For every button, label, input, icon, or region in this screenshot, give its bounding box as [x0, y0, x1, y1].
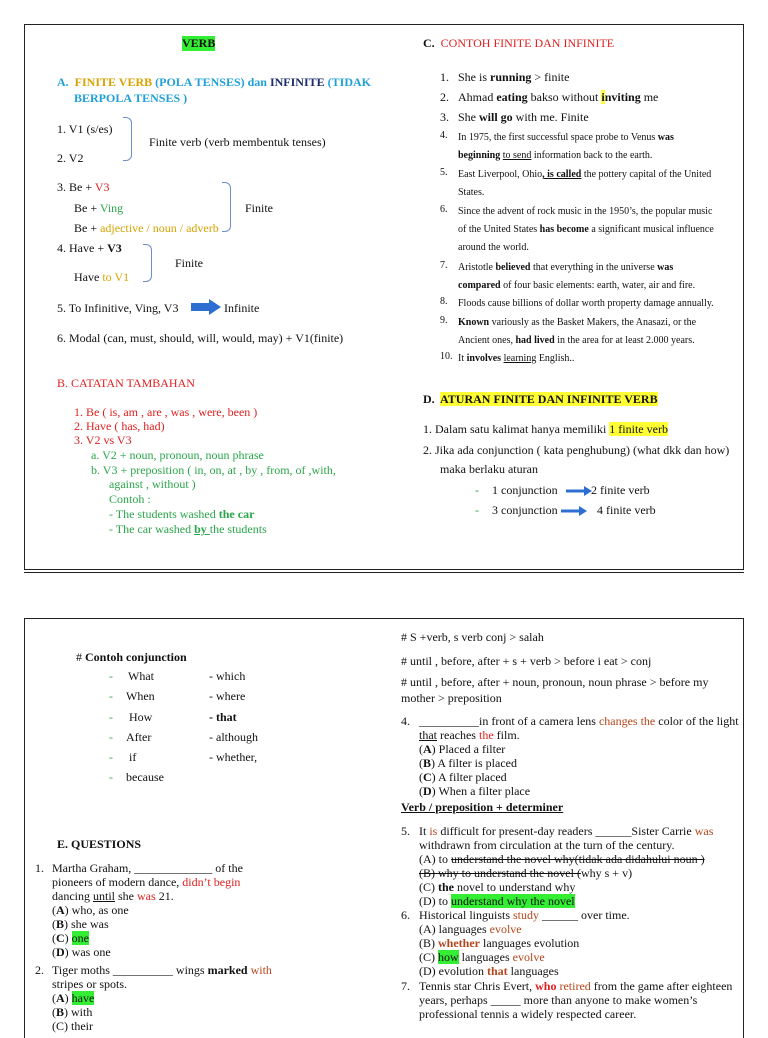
example-c-7-num: 7. [440, 260, 448, 271]
conjunction-rule-2-left: 3 conjunction [492, 503, 558, 517]
example-c-9: Known variously as the Basket Makers, the Anasazi, or the Ancient ones, had lived in the area for at least 2.000 years. [458, 317, 697, 346]
infinite-label: Infinite [224, 301, 260, 315]
conjunction-rule-1-left: 1 conjunction [492, 483, 558, 497]
option-4d[interactable]: (D) When a filter place [419, 784, 531, 798]
example-c-4-num: 4. [440, 130, 448, 141]
option-4c[interactable]: (C) A filter placed [419, 770, 507, 784]
note-2: 2. Have ( has, had) [74, 419, 165, 433]
section-a-heading-line2: BERPOLA TENSES ) [74, 91, 188, 105]
rule-d-1: 1. Dalam satu kalimat hanya memiliki 1 finite verb [423, 422, 668, 436]
example-c-7: Aristotle believed that everything in the universe was compared of four basic elements: earth, water, air and fire. [458, 262, 696, 291]
rule-1: 1. V1 (s/es) [57, 122, 113, 136]
question-6: Historical linguists study ______ over time. (A) languages evolve (B) whether languages evolution (C) how languages evolve (D) evolution that languages [419, 908, 630, 978]
section-b-heading: B. CATATAN TAMBAHAN [57, 376, 195, 390]
option-6a[interactable]: (A) languages evolve [419, 922, 522, 936]
rule-4b: Have to V1 [74, 270, 130, 284]
conjunction-item: - which [209, 669, 246, 683]
option-6b[interactable]: (B) whether languages evolution [419, 936, 580, 950]
question-7: Tennis star Chris Evert, who retired from the game after eighteen years, perhaps _____ more than anyone to make women’s professional tennis a widely respected career. [419, 979, 733, 1021]
note-preposition: # until , before, after + noun, pronoun, noun phrase > before my [401, 675, 709, 689]
option-1b[interactable]: (B) she was [52, 917, 109, 931]
brace-2 [222, 182, 231, 232]
rule-2: 2. V2 [57, 151, 84, 165]
option-6c[interactable]: (C) how languages evolve [419, 950, 545, 964]
finite-verb-description: Finite verb (verb membentuk tenses) [149, 135, 326, 149]
note-1: 1. Be ( is, am , are , was , were, been ) [74, 405, 258, 419]
option-6d[interactable]: (D) evolution that languages [419, 964, 559, 978]
rule-d-2: 2. Jika ada conjunction ( kata penghubung) (what dkk dan how) [423, 443, 730, 457]
brace-1 [123, 117, 132, 161]
question-6-num: 6. [401, 908, 410, 922]
option-2c[interactable]: (C) their [52, 1019, 93, 1033]
note-salah: # S +verb, s verb conj > salah [401, 630, 544, 644]
example-c-6-num: 6. [440, 204, 448, 215]
question-5-num: 5. [401, 824, 410, 838]
option-1a[interactable]: (A) who, as one [52, 903, 129, 917]
conjunction-item: - that [209, 710, 237, 724]
note-3: 3. V2 vs V3 [74, 433, 132, 447]
rule-6: 6. Modal (can, must, should, will, would, may) + V1(finite) [57, 331, 344, 345]
dash-1: - [475, 483, 479, 497]
question-5: It is difficult for present-day readers ______Sister Carrie was withdrawn from circulation at the turn of the century. (A) to understand the novel why(tidak ada didahului noun ) (B) why to understand the novel (why s + v) (C) the novel to understand why (D) to understand why the novel [419, 824, 714, 908]
option-4b[interactable]: (B) A filter is placed [419, 756, 517, 770]
option-5c[interactable]: (C) the novel to understand why [419, 880, 576, 894]
brace-3 [143, 244, 152, 282]
question-4-num: 4. [401, 714, 410, 728]
option-5d[interactable]: (D) to understand why the novel [419, 894, 575, 908]
section-c-heading: C. CONTOH FINITE DAN INFINITE [423, 36, 615, 50]
arrow-right-icon [566, 486, 592, 496]
finite-label-2: Finite [175, 256, 204, 270]
note-3b-cont: against , without ) [109, 477, 196, 491]
rule-3b: Be + Ving [74, 201, 124, 215]
question-2: Tiger moths __________ wings marked with stripes or spots. (A) have (B) with (C) their [52, 963, 272, 1033]
note-3a: a. V2 + noun, pronoun, noun phrase [91, 448, 264, 462]
example-c-10: It involves learning English.. [458, 353, 575, 364]
conjunction-item: - although [209, 730, 258, 744]
example-c-4: In 1975, the first successful space probe to Venus was beginning to send information back to the earth. [458, 132, 674, 161]
note-conj: # until , before, after + s + verb > before i eat > conj [401, 654, 652, 668]
example-c-9-num: 9. [440, 315, 448, 326]
dash-2: - [475, 503, 479, 517]
conjunction-item: because [126, 770, 164, 784]
conjunction-item: if [129, 750, 137, 764]
rule-3c: Be + adjective / noun / adverb [74, 221, 219, 235]
arrow-right-icon [561, 506, 587, 516]
example-c-8-num: 8. [440, 296, 448, 307]
page-2: # Contoh conjunction - What - When - How - After - if - because - which - where - that - although - whether, E. QUESTIONS 1. Martha Graham, _____________ of the pioneers of modern dance, didn’t begin dancing until she was 21. (A) who, as one (B) she was (C) one (D) was one 2. Tiger moths __________ wings marked with stripes or spots. (A) have (B) with (C) their # S +verb, s verb conj > salah # until , before, after + s + verb > before i eat > conj # until , before, after + noun, pronoun, noun phrase > before my mother > preposition 4. __________in front of a camera lens changes the color of the light that reaches the film. (A) Placed a filter (B) A filter is placed (C) A filter placed (D) When a filter place Verb / preposition + determiner 5. It is difficult for present-day readers ______Sister Carrie was withdrawn from circulation at the turn of the century. (A) to understand the novel why(tidak ada didahului noun ) (B) why to understand the novel (why s + v) (C) the novel to understand why (D) to understand why the novel 6. Historical linguists study ______ over time. (A) languages evolve (B) whether languages evolution (C) how languages evolve (D) evolution that languages 7. Tennis star Chris Evert, who retired from the game after eighteen years, perhaps _____ more than anyone to make women’s professional tennis a widely respected career. [24, 618, 744, 1038]
rule-d-2-cont: maka berlaku aturan [440, 462, 538, 476]
page-1 [24, 24, 744, 570]
section-d-heading: D. ATURAN FINITE DAN INFINITE VERB [423, 392, 658, 406]
conjunction-item: How [129, 710, 153, 724]
option-5b[interactable]: (B) why to understand the novel (why s + v) [419, 866, 633, 880]
option-5a[interactable]: (A) to understand the novel why(tidak ada didahului noun ) [419, 852, 705, 866]
example-c-5-num: 5. [440, 167, 448, 178]
option-4a[interactable]: (A) Placed a filter [419, 742, 506, 756]
conjunction-item: - where [209, 689, 246, 703]
option-1d[interactable]: (D) was one [52, 945, 111, 959]
conjunction-rule-2-right: 4 finite verb [597, 503, 656, 517]
example-c-3: 3. She will go with me. Finite [440, 110, 589, 124]
conjunction-item: What [128, 669, 154, 683]
section-a-heading: A. FINITE VERB (POLA TENSES) dan INFINITE (TIDAK [57, 75, 371, 89]
conjunction-heading: # Contoh conjunction [76, 650, 187, 664]
example-c-10-num: 10. [440, 351, 453, 362]
conjunction-item: - whether, [209, 750, 258, 764]
question-1: Martha Graham, _____________ of the pioneers of modern dance, didn’t begin dancing until she was 21. (A) who, as one (B) she was (C) one (D) was one [52, 861, 243, 959]
note-preposition-cont: mother > preposition [401, 691, 502, 705]
contoh-label: Contoh : [109, 492, 151, 506]
example-c-6: Since the advent of rock music in the 1950’s, the popular music of the United States has become a significant musical influence around the world. [458, 206, 714, 253]
option-2b[interactable]: (B) with [52, 1005, 93, 1019]
conjunction-rule-1-right: 2 finite verb [591, 483, 650, 497]
note-3b: b. V3 + preposition ( in, on, at , by , from, of ,with, [91, 463, 336, 477]
option-1c[interactable]: (C) one [52, 931, 89, 945]
section-e-heading: E. QUESTIONS [57, 837, 142, 851]
example-c-2: 2. Ahmad eating bakso without inviting me [440, 90, 659, 104]
question-2-num: 2. [35, 963, 44, 977]
finite-label-1: Finite [245, 201, 274, 215]
question-4: __________in front of a camera lens changes the color of the light that reaches the film. (A) Placed a filter (B) A filter is placed (C) A filter placed (D) When a filter place [419, 714, 739, 798]
example-1: - The students washed the car [109, 507, 255, 521]
rule-4a: 4. Have + V3 [57, 241, 122, 255]
rule-5: 5. To Infinitive, Ving, V3 [57, 301, 179, 315]
option-2a[interactable]: (A) have [52, 991, 95, 1005]
verb-title: VERB [182, 36, 216, 50]
example-c-1: 1. She is running > finite [440, 70, 570, 84]
arrow-right-icon [191, 299, 221, 315]
conjunction-item: When [126, 689, 155, 703]
verb-preposition-determiner: Verb / preposition + determiner [401, 800, 564, 814]
example-c-5: East Liverpool, Ohio, is called the pottery capital of the United States. [458, 169, 712, 198]
example-c-8: Floods cause billions of dollar worth property damage annually. [458, 298, 714, 309]
conjunction-item: After [126, 730, 152, 744]
question-7-num: 7. [401, 979, 410, 993]
example-2: - The car washed by the students [109, 522, 267, 536]
rule-3a: 3. Be + V3 [57, 180, 110, 194]
question-1-num: 1. [35, 861, 44, 875]
